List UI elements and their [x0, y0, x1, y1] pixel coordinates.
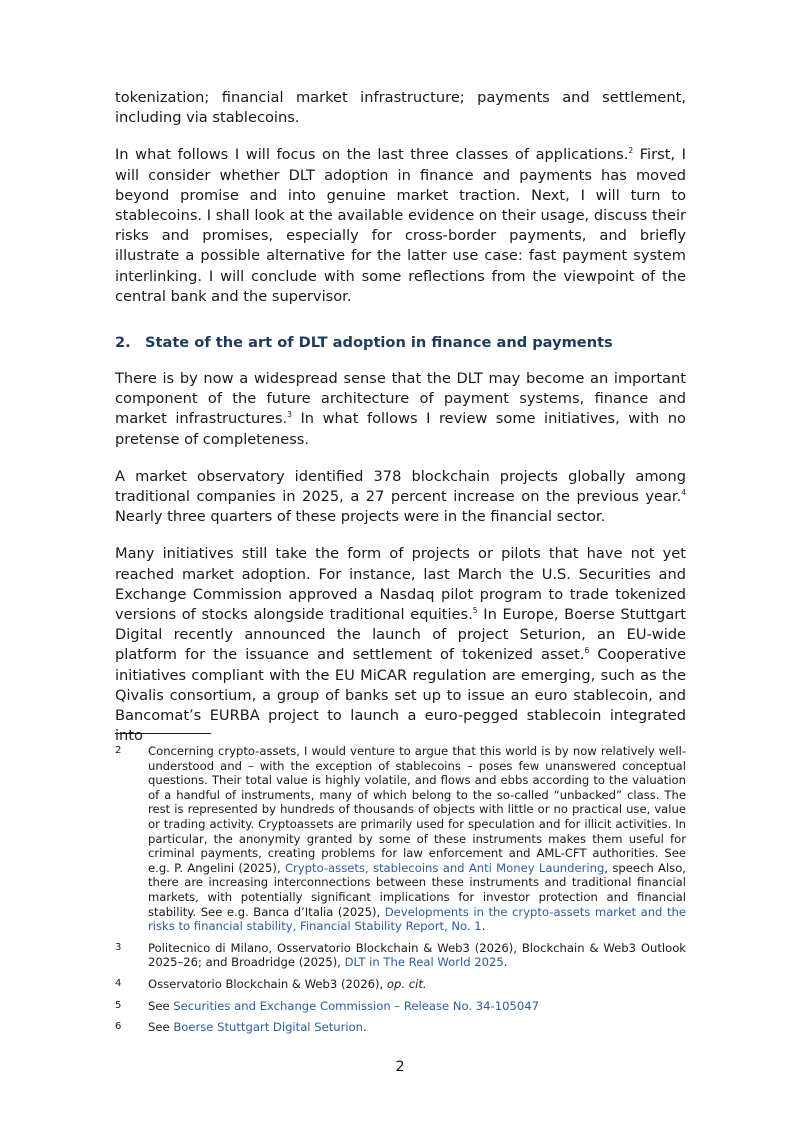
paragraph-4: [115, 467, 686, 528]
footnote-5-text: See: [148, 998, 174, 1013]
footnote-ref-3[interactable]: 3: [287, 410, 292, 420]
section-number: 2.: [115, 334, 131, 352]
paragraph-4-text-a: A market observatory identified 378 blockchain projects globally among traditional companies in 2025, a 27 percent increase on the previous year.: [115, 467, 686, 506]
footnote-number: 2: [115, 745, 122, 756]
footnote-3: [115, 941, 686, 970]
section-heading: [115, 333, 686, 353]
footnote-ref-2[interactable]: 2: [628, 146, 634, 156]
footnote-ref-4[interactable]: 4: [681, 488, 686, 498]
footnote-link[interactable]: Developments in the crypto-assets market and the risks to financial stability, Financial Stability Report, No. 1: [148, 904, 686, 934]
paragraph-2: [115, 145, 686, 307]
footnote-number: 3: [115, 941, 122, 953]
footnote-2-text-c: .: [481, 919, 486, 934]
footnote-link[interactable]: Crypto-assets, stablecoins and Anti Money Laundering: [284, 860, 605, 875]
footnote-text: [148, 941, 686, 970]
paragraph-2-text-b: First, I will consider whether DLT adoption in finance and payments has moved beyond promise and into genuine market traction. Next, I will turn to stablecoins. I shall look at the available evidence on their usage, discuss their risks and promises, especially for cross-border payments, and briefly illustrate a possible alternative for the latter use case: fast payment system interlinking. I will conclude with some reflections from the viewpoint of the central bank and the supervisor.: [115, 146, 686, 305]
footnote-ref-5[interactable]: 5: [472, 606, 478, 616]
paragraph-5: [115, 544, 686, 746]
footnote-6-text-a: See: [148, 1020, 174, 1035]
footnote-text: [148, 744, 686, 934]
footnote-text: [148, 977, 686, 992]
paragraph-5-text-b: In Europe, Boerse Stuttgart Digital recently announced the launch of project Seturion, an EU-wide platform for the issuance and settlement of tokenized asset.: [115, 606, 686, 664]
paragraph-3-text-a: There is by now a widespread sense that the DLT may become an important component of the future architecture of payment systems, finance and market infrastructures.: [115, 370, 686, 428]
footnote-number: 6: [115, 1021, 122, 1033]
footnote-2-text-b: , speech Also, there are increasing interconnections between these instruments and traditional financial markets, with potentially significant implications for investor protection and financial stability. See e.g. Banca d’Italia (2025),: [148, 860, 686, 919]
footnote-ref-6[interactable]: 6: [584, 646, 590, 656]
footnote-2-text-a: Concerning crypto-assets, I would venture to argue that this world is by now relatively well-understood and – with the exception of stablecoins – poses few unanswered conceptual questions. Their total value is highly volatile, and flows and ebbs according to the valuation of a handful of instruments, many of which belong to the so-called “unbacked” class. The rest is represented by hundreds of thousands of objects with little or no practical use, value or trading activity. Cryptoassets are primarily used for speculation and for illicit activities. In particular, the anonymity granted by some of these instruments makes them useful for criminal payments, creating problems for law enforcement and AML-CFT authorities. See e.g. P. Angelini (2025),: [148, 744, 686, 875]
footnote-2: [115, 744, 686, 934]
paragraph-3-text-b: In what follows I review some initiatives, with no pretense of completeness.: [115, 410, 686, 448]
footnote-link[interactable]: Boerse Stuttgart Digital Seturion: [173, 1020, 364, 1035]
footnote-link[interactable]: Securities and Exchange Commission – Release No. 34-105047: [173, 998, 539, 1013]
body-text: [115, 88, 686, 763]
paragraph-4-text-b: Nearly three quarters of these projects were in the financial sector.: [115, 508, 606, 526]
paragraph-3: [115, 369, 686, 450]
paragraph-1: [115, 88, 686, 128]
paragraph-5-text-c: Cooperative initiatives compliant with the EU MiCAR regulation are emerging, such as the Qivalis consortium, a group of banks set up to issue an euro stablecoin, and Bancomat’s EURBA project to launch a euro-pegged stablecoin integrated into: [115, 646, 686, 745]
footnote-text: [148, 1020, 686, 1035]
footnotes: [115, 733, 686, 1042]
page-number: 2: [395, 1058, 405, 1075]
footnote-4: [115, 977, 686, 992]
footnote-3-text-a: Politecnico di Milano, Osservatorio Blockchain & Web3 (2026), Blockchain & Web3 Outlook 2025–26; and Broadridge (2025),: [148, 940, 686, 970]
footnote-number: 5: [115, 999, 122, 1011]
paragraph-5-text-a: Many initiatives still take the form of projects or pilots that have not yet reached market adoption. For instance, last March the U.S. Securities and Exchange Commission approved a Nasdaq pilot program to trade tokenized versions of stocks alongside traditional equities.: [115, 545, 686, 624]
footnote-6-text-b: .: [363, 1020, 367, 1035]
section-title: State of the art of DLT adoption in finance and payments: [145, 334, 613, 352]
footnote-text: [148, 999, 686, 1014]
footnote-link[interactable]: DLT in The Real World 2025: [344, 955, 504, 970]
paragraph-1-text: tokenization; financial market infrastructure; payments and settlement, including via stablecoins.: [115, 89, 686, 127]
footnote-italic: op. cit.: [386, 976, 427, 991]
footnote-number: 4: [115, 977, 122, 989]
footnote-4-text: Osservatorio Blockchain & Web3 (2026),: [148, 976, 387, 991]
footnote-6: [115, 1020, 686, 1035]
paragraph-2-text-a: In what follows I will focus on the last three classes of applications.: [115, 146, 629, 164]
footnote-3-text-b: .: [503, 955, 508, 970]
footnote-5: [115, 999, 686, 1014]
footnote-separator: [115, 733, 211, 734]
